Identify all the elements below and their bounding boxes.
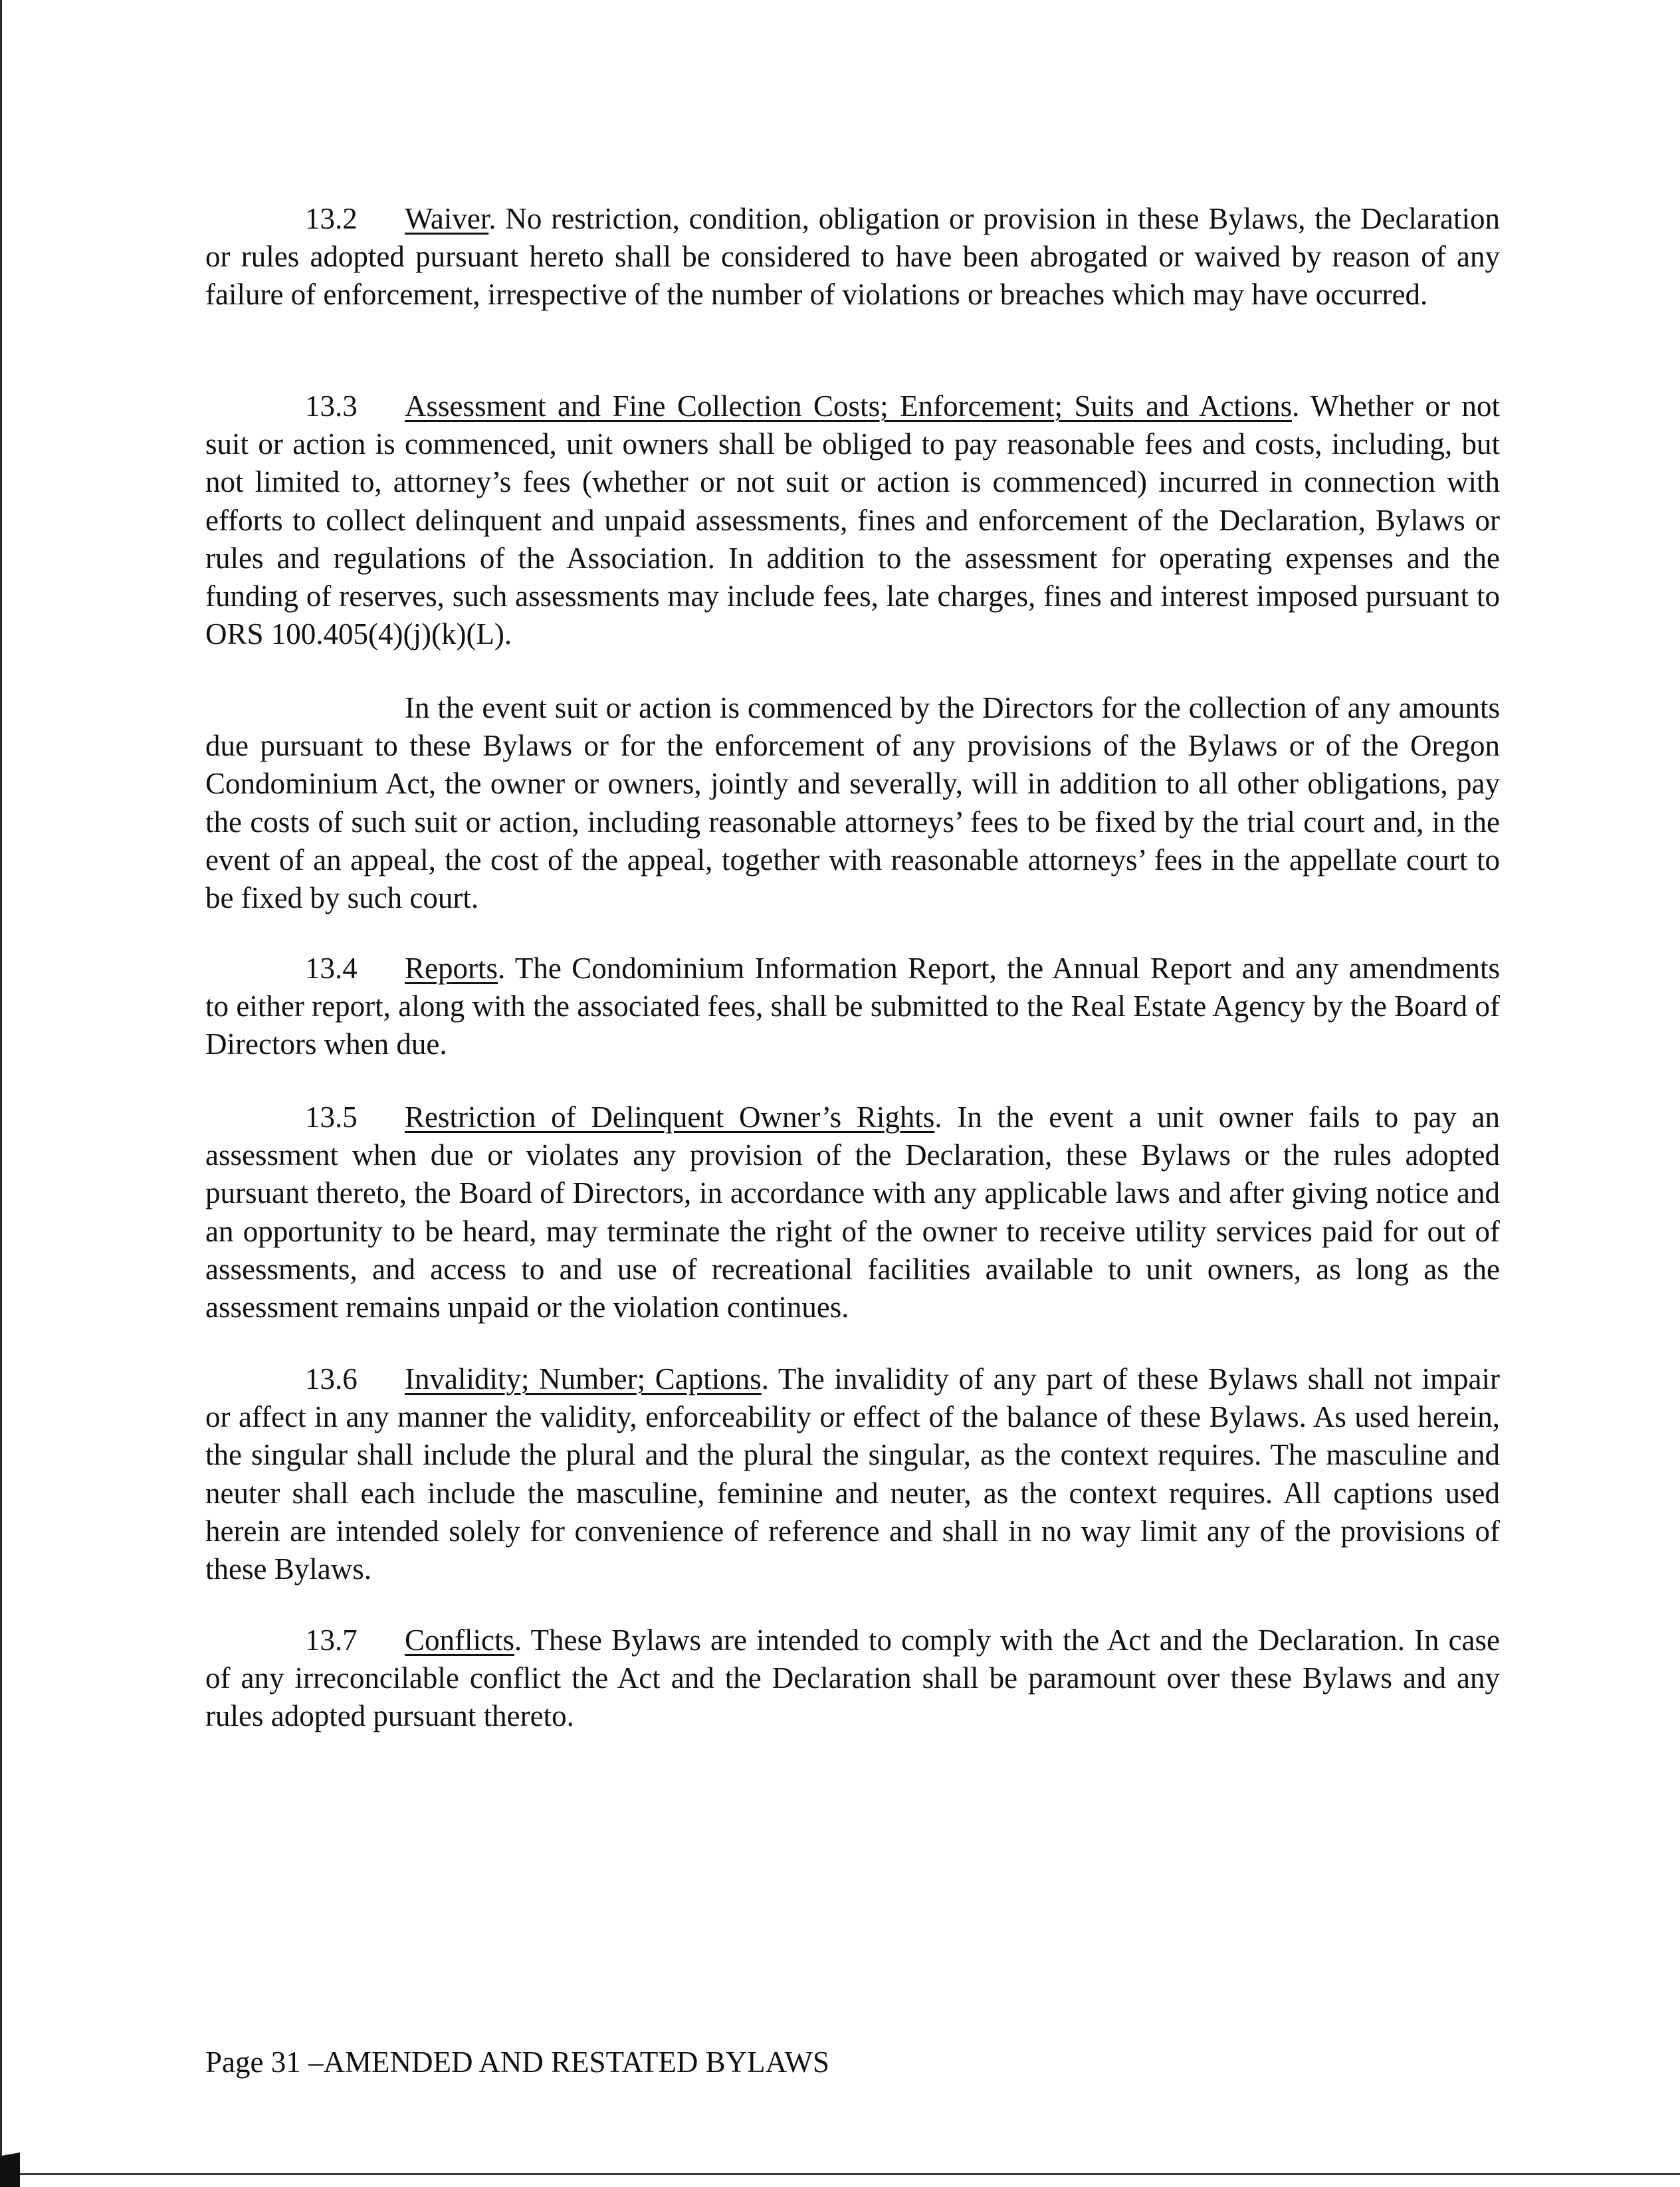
section-13-4 — [205, 950, 1500, 1064]
section-text: . The invalidity of any part of these Bylaws shall not impair or affect in any manner the validity, enforceability or effect of the balance of these Bylaws. As used herein, the singular shall include the plural and the plural the singular, as the context requires. The masculine and neuter shall each include the masculine, feminine and neuter, as the context requires. All captions used herein are intended solely for convenience of reference and shall in no way limit any of the provisions of these Bylaws. — [205, 1362, 1501, 1586]
section-13-3 — [205, 387, 1500, 653]
scan-left-edge — [0, 0, 2, 2187]
section-paragraph — [205, 1098, 1500, 1326]
section-13-6 — [205, 1360, 1500, 1588]
page-footer: Page 31 –AMENDED AND RESTATED BYLAWS — [205, 2045, 830, 2079]
section-text: . The Condominium Information Report, the Annual Report and any amendments to either report, along with the associated fees, shall be submitted to the Real Estate Agency by the Board of Directors when due. — [205, 952, 1500, 1061]
section-heading: Waiver — [405, 202, 489, 235]
section-13-7 — [205, 1621, 1500, 1736]
section-number: 13.3 — [305, 389, 358, 423]
section-number: 13.5 — [305, 1100, 358, 1134]
section-paragraph — [205, 387, 1500, 653]
section-heading: Invalidity; Number; Captions — [405, 1362, 762, 1396]
section-text: . No restriction, condition, obligation or provision in these Bylaws, the Declaration or rules adopted pursuant hereto shall be considered to have been abrogated or waived by reason of any failure of enforcement, irrespective of the number of violations or breaches which may have occurred. — [205, 202, 1500, 312]
section-paragraph — [205, 1621, 1500, 1736]
section-heading: Assessment and Fine Collection Costs; Enforcement; Suits and Actions — [405, 389, 1293, 423]
section-number: 13.6 — [305, 1362, 358, 1396]
section-13-5 — [205, 1098, 1500, 1326]
section-number: 13.2 — [305, 202, 358, 235]
section-text: . Whether or not suit or action is commenced, unit owners shall be obliged to pay reasonable fees and costs, including, but not limited to, attorney’s fees (whether or not suit or action is commenced) incurred in connection with efforts to collect delinquent and unpaid assessments, fines and enforcement of the Declaration, Bylaws or rules and regulations of the Association. In addition to the assessment for operating expenses and the funding of reserves, such assessments may include fees, late charges, fines and interest imposed pursuant to ORS 100.405(4)(j)(k)(L). — [205, 389, 1500, 651]
section-number: 13.7 — [305, 1623, 358, 1657]
section-heading: Restriction of Delinquent Owner’s Rights — [405, 1100, 935, 1134]
scan-bottom-edge — [0, 2173, 1680, 2175]
continuation-paragraph: In the event suit or action is commenced by the Directors for the collection of any amounts due pursuant to these Bylaws or for the enforcement of any provisions of the Bylaws or of the Oregon Condominium Act, the owner or owners, jointly and severally, will in addition to all other obligations, pay the costs of such suit or action, including reasonable attorneys’ fees to be fixed by the trial court and, in the event of an appeal, the cost of the appeal, together with reasonable attorneys’ fees in the appellate court to be fixed by such court. — [205, 691, 1500, 915]
section-paragraph — [205, 200, 1500, 314]
section-text: . In the event a unit owner fails to pay an assessment when due or violates any provision of the Declaration, these Bylaws or the rules adopted pursuant thereto, the Board of Directors, in accordance with any applicable laws and after giving notice and an opportunity to be heard, may terminate the right of the owner to receive utility services paid for out of assessments, and access to and use of recreational facilities available to unit owners, as long as the assessment remains unpaid or the violation continues. — [205, 1100, 1500, 1324]
section-13-3-continuation — [205, 689, 1500, 917]
section-number: 13.4 — [305, 952, 358, 985]
section-paragraph — [205, 1360, 1500, 1588]
section-text: . These Bylaws are intended to comply with the Act and the Declaration. In case of any irreconcilable conflict the Act and the Declaration shall be paramount over these Bylaws and any rules adopted pursuant thereto. — [205, 1623, 1500, 1733]
section-heading: Conflicts — [405, 1623, 514, 1657]
section-13-2 — [205, 200, 1500, 314]
section-paragraph — [205, 950, 1500, 1064]
section-heading: Reports — [405, 952, 498, 985]
scan-corner-mark — [0, 2127, 20, 2187]
